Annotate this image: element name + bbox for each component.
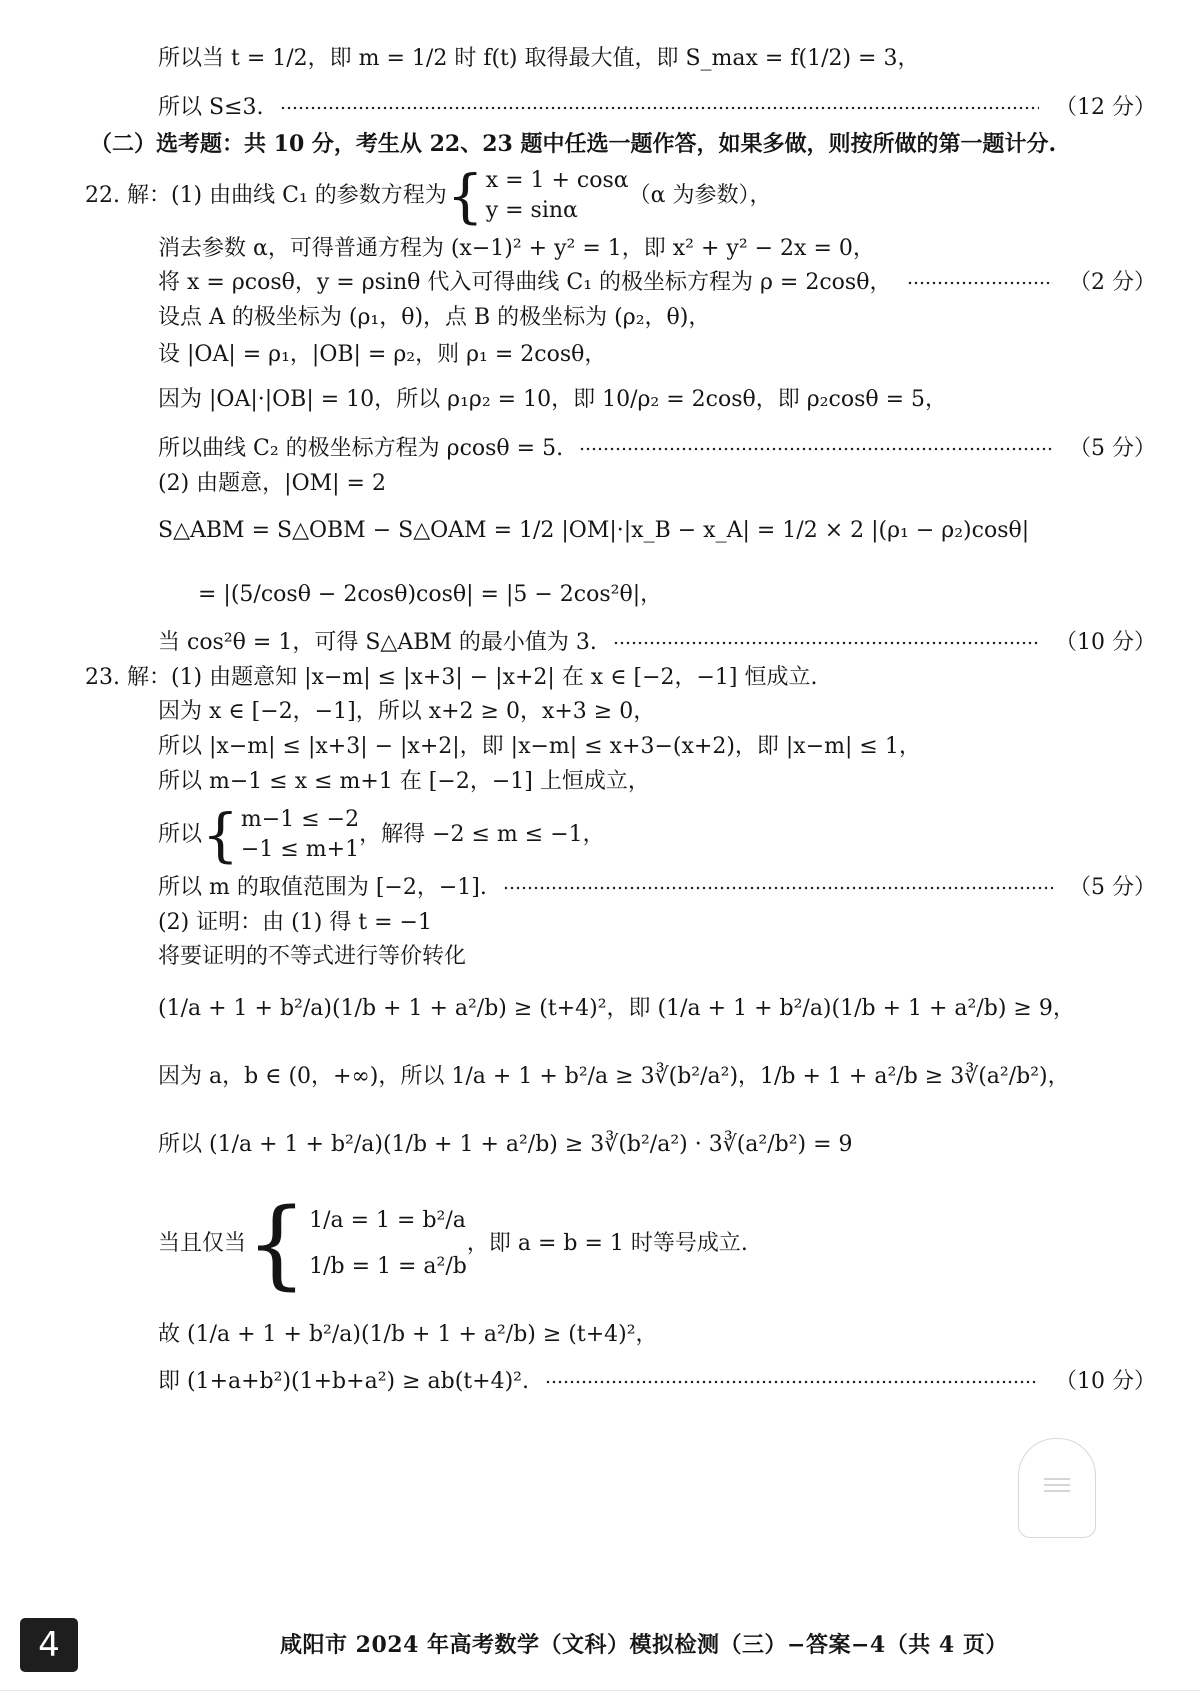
dot-leader — [503, 886, 1053, 890]
text: = |(5/cosθ − 2cosθ)cosθ| = |5 − 2cos²θ|， — [198, 582, 663, 607]
brace-icon: { — [202, 801, 239, 869]
text: 设点 A 的极坐标为 (ρ₁，θ)，点 B 的极坐标为 (ρ₂，θ)， — [158, 305, 711, 330]
text: 因为 |OA|·|OB| = 10，所以 ρ₁ρ₂ = 10，即 10/ρ₂ = 2cosθ，即 ρ₂cosθ = 5， — [158, 387, 948, 412]
text: （二）选考题：共 10 分，考生从 22、23 题中任选一题作答，如果多做，则按所做的第一题计分. — [90, 131, 1057, 157]
equation-system — [446, 162, 629, 230]
text: 将要证明的不等式进行等价转化 — [158, 944, 467, 969]
text: 设 |OA| = ρ₁，|OB| = ρ₂，则 ρ₁ = 2cosθ， — [158, 342, 607, 367]
text: 当 cos²θ = 1，可得 S△ABM 的最小值为 3. — [158, 630, 597, 655]
line-amgm — [158, 1062, 1156, 1092]
text: 所以 |x−m| ≤ |x+3| − |x+2|，即 |x−m| ≤ x+3−(x+2)，即 |x−m| ≤ 1， — [158, 734, 921, 759]
system-row: y = sinα — [485, 198, 578, 223]
score-label: （12 分） — [1055, 95, 1156, 120]
q23-intro — [85, 663, 1156, 693]
system-row: 1/a = 1 = b²/a — [309, 1208, 466, 1233]
text: 所以 m 的取值范围为 [−2，−1]. — [158, 875, 487, 900]
line-om — [158, 469, 1156, 499]
watermark-lines-icon — [1044, 1474, 1070, 1496]
line-points-ab — [158, 303, 1156, 333]
score-label: （5 分） — [1069, 436, 1156, 461]
text: 消去参数 α，可得普通方程为 (x−1)² + y² = 1，即 x² + y² − 2x = 0， — [158, 236, 875, 261]
text: 所以当 t = 1/2，即 m = 1/2 时 f(t) 取得最大值，即 S_max = f(1/2) = 3， — [158, 46, 920, 71]
text: ，即 a = b = 1 时等号成立. — [466, 1231, 748, 1256]
line-polar-eq-c2 — [158, 434, 1156, 464]
score-label: （10 分） — [1055, 1369, 1156, 1394]
text: 所以 S≤3. — [158, 95, 264, 120]
text: 所以 (1/a + 1 + b²/a)(1/b + 1 + a²/b) ≥ 3∛(b²/a²) · 3∛(a²/b²) = 9 — [158, 1132, 853, 1157]
text: 所以 — [158, 822, 203, 847]
system-row: −1 ≤ m+1 — [240, 837, 360, 862]
system-row: 1/b = 1 = a²/b — [309, 1254, 467, 1279]
line-max-value — [158, 44, 1156, 74]
text: 23. 解：(1) 由题意知 |x−m| ≤ |x+3| − |x+2| 在 x ∈ [−2，−1] 恒成立. — [85, 665, 818, 690]
equation-system — [246, 1188, 467, 1300]
dot-leader — [579, 447, 1053, 451]
line-conclusion-1 — [158, 1320, 1156, 1350]
line-oa-ob — [158, 340, 1156, 370]
score-label: （10 分） — [1055, 630, 1156, 655]
line-m-range-condition — [158, 767, 1156, 797]
dot-leader — [907, 281, 1053, 285]
text: 所以曲线 C₂ 的极坐标方程为 ρcosθ = 5. — [158, 436, 564, 461]
dot-leader — [545, 1380, 1039, 1384]
line-proof-start — [158, 908, 1156, 938]
footer-title — [280, 1628, 1008, 1662]
line-general-eq — [158, 234, 1156, 264]
line-area-min — [158, 628, 1156, 658]
text: 因为 x ∈ [−2，−1]，所以 x+2 ≥ 0，x+3 ≥ 0， — [158, 699, 656, 724]
line-polar-eq-c1 — [158, 268, 1156, 298]
text: 即 (1+a+b²)(1+b+a²) ≥ ab(t+4)². — [158, 1369, 529, 1394]
line-conclusion-2 — [158, 1367, 1156, 1397]
line-m-system — [158, 801, 1156, 869]
text: ，解得 −2 ≤ m ≤ −1， — [359, 822, 605, 847]
dot-leader — [613, 641, 1039, 645]
text: (2) 由题意，|OM| = 2 — [158, 471, 386, 496]
page-number: 4 — [38, 1625, 60, 1665]
line-product-bound — [158, 1130, 1156, 1160]
system-row: m−1 ≤ −2 — [240, 807, 360, 832]
text: 因为 a，b ∈ (0，+∞)，所以 1/a + 1 + b²/a ≥ 3∛(b²/a²)，1/b + 1 + a²/b ≥ 3∛(a²/b²)， — [158, 1064, 1070, 1089]
text: 咸阳市 2024 年高考数学（文科）模拟检测（三）−答案−4（共 4 页） — [280, 1632, 1008, 1658]
brace-icon: { — [246, 1188, 308, 1300]
line-equivalent-ineq — [158, 994, 1156, 1024]
system-row: x = 1 + cosα — [485, 168, 629, 193]
text: 将 x = ρcosθ，y = ρsinθ 代入可得曲线 C₁ 的极坐标方程为 ρ = 2cosθ， — [158, 270, 892, 295]
page-number-badge — [20, 1618, 78, 1672]
text: 当且仅当 — [158, 1231, 247, 1256]
line-product — [158, 385, 1156, 415]
score-label: （5 分） — [1069, 875, 1156, 900]
line-equality-condition — [158, 1188, 1156, 1300]
q22-intro — [85, 162, 1156, 230]
text: 22. 解：(1) 由曲线 C₁ 的参数方程为 — [85, 183, 447, 208]
score-label: （2 分） — [1069, 270, 1156, 295]
line-s-bound — [158, 93, 1156, 123]
text: (1/a + 1 + b²/a)(1/b + 1 + a²/b) ≥ (t+4)²，即 (1/a + 1 + b²/a)(1/b + 1 + a²/b) ≥ 9， — [158, 996, 1075, 1021]
bottom-edge-line — [0, 1690, 1200, 1691]
equation-system — [202, 801, 360, 869]
text: (2) 证明：由 (1) 得 t = −1 — [158, 910, 432, 935]
section-heading-optional — [90, 129, 1156, 159]
line-area-simplified — [198, 580, 1156, 610]
line-m-result — [158, 873, 1156, 903]
text: 所以 m−1 ≤ x ≤ m+1 在 [−2，−1] 上恒成立， — [158, 769, 650, 794]
line-transform — [158, 942, 1156, 972]
dot-leader — [280, 106, 1040, 110]
text: S△ABM = S△OBM − S△OAM = 1/2 |OM|·|x_B − x_A| = 1/2 × 2 |(ρ₁ − ρ₂)cosθ| — [158, 518, 1030, 543]
line-abs-ineq — [158, 732, 1156, 762]
line-x-range — [158, 697, 1156, 727]
text: （α 为参数）， — [628, 183, 772, 208]
brace-icon: { — [446, 162, 484, 230]
line-area-formula — [158, 516, 1156, 546]
text: 故 (1/a + 1 + b²/a)(1/b + 1 + a²/b) ≥ (t+4)²， — [158, 1322, 658, 1347]
